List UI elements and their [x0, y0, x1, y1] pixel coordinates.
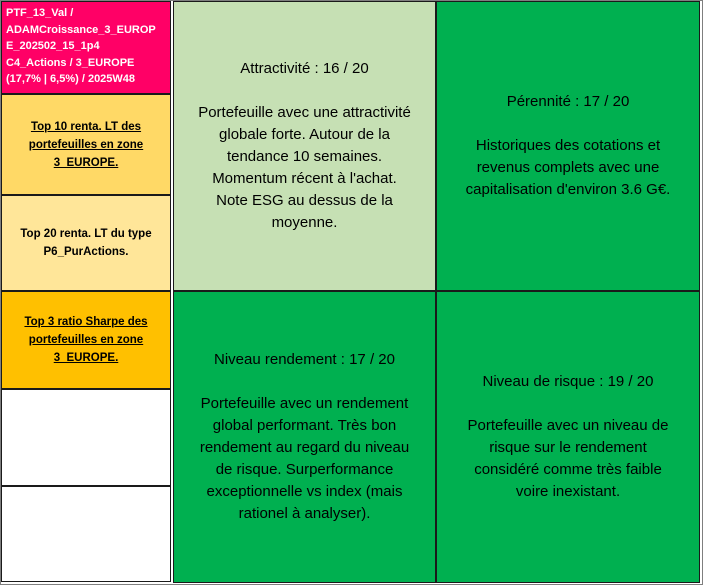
portfolio-id-line: E_202502_15_1p4 — [6, 40, 100, 52]
perennite-line: Historiques des cotations et — [475, 137, 661, 154]
perennite-cell — [436, 1, 700, 291]
attractivite-line: tendance 10 semaines. — [226, 148, 383, 165]
ranking-line: Top 3 ratio Sharpe des — [24, 316, 148, 328]
rendement-line: rendement au regard du niveau — [199, 439, 410, 456]
risque-line: Portefeuille avec un niveau de — [467, 417, 669, 434]
risque-line: risque sur le rendement — [489, 439, 647, 456]
rendement-line: de risque. Surperformance — [215, 461, 394, 478]
attractivite-line: moyenne. — [271, 214, 338, 231]
ranking-line: portefeuilles en zone — [28, 138, 144, 151]
risque-cell — [436, 291, 700, 583]
risque-line: considéré comme très faible — [474, 461, 662, 478]
portfolio-id-line: ADAMCroissance_3_EUROP — [6, 23, 156, 36]
risque-line: voire inexistant. — [515, 483, 621, 500]
rendement-line: Portefeuille avec un rendement — [200, 395, 409, 412]
ranking-line: 3_EUROPE. — [53, 156, 119, 169]
portfolio-id-line: PTF_13_Val / — [6, 7, 74, 19]
attractivite-line: globale forte. Autour de la — [219, 126, 390, 143]
rendement-line: exceptionnelle vs index (mais — [206, 483, 403, 500]
ranking-line: Top 20 renta. LT du type — [20, 228, 152, 240]
rendement-title: Niveau rendement : 17 / 20 — [214, 351, 395, 368]
ranking-line: Top 10 renta. LT des — [30, 120, 142, 133]
perennite-line: capitalisation d'environ 3.6 G€. — [465, 181, 671, 198]
portfolio-id-line: C4_Actions / 3_EUROPE — [6, 56, 135, 69]
attractivite-line: Momentum récent à l'achat. — [212, 170, 397, 187]
risque-title: Niveau de risque : 19 / 20 — [482, 373, 654, 390]
empty-cell — [1, 389, 171, 486]
perennite-title: Pérennité : 17 / 20 — [506, 93, 630, 110]
attractivite-title: Attractivité : 16 / 20 — [240, 60, 369, 77]
attractivite-line: Portefeuille avec une attractivité — [198, 104, 411, 121]
ranking-line: portefeuilles en zone — [28, 334, 144, 346]
empty-cell — [1, 486, 171, 582]
ranking-line: P6_PurActions. — [43, 246, 129, 258]
rendement-line: rationel à analyser). — [238, 505, 371, 522]
ranking-line: 3_EUROPE. — [53, 352, 119, 364]
portfolio-id-cell — [1, 1, 171, 94]
attractivite-line: Note ESG au dessus de la — [216, 192, 393, 209]
ranking-top10-cell — [1, 94, 171, 195]
rendement-cell — [173, 291, 436, 583]
portfolio-id-line: (17,7% | 6,5%) / 2025W48 — [6, 73, 136, 85]
perennite-line: revenus complets avec une — [476, 159, 660, 176]
ranking-top20-cell — [1, 195, 171, 291]
ranking-sharpe-cell — [1, 291, 171, 389]
rendement-line: global performant. Très bon — [212, 417, 397, 434]
attractivite-cell — [173, 1, 436, 291]
